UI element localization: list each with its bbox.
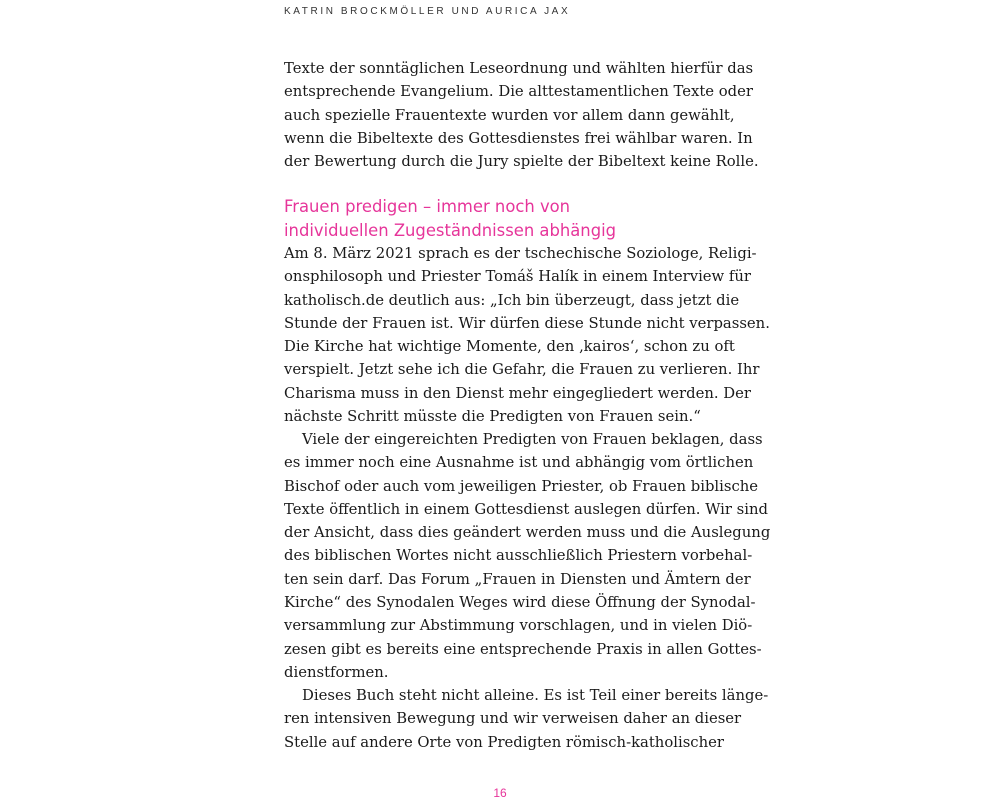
text-line: wenn die Bibeltexte des Gottesdienstes frei wählbar waren. In [284, 129, 753, 147]
text-line: Stelle auf andere Orte von Predigten römisch-katholischer [284, 733, 724, 751]
running-head: KATRIN BROCKMÖLLER UND AURICA JAX [284, 6, 571, 17]
paragraph-4 [284, 684, 769, 754]
paragraph-3 [284, 428, 771, 684]
text-line: Dieses Buch steht nicht alleine. Es ist Teil einer bereits länge- [302, 687, 769, 704]
text-line: Viele der eingereichten Predigten von Frauen beklagen, dass [302, 431, 763, 448]
text-line: Texte öffentlich in einem Gottesdienst auslegen dürfen. Wir sind [284, 500, 768, 518]
text-line: zesen gibt es bereits eine entsprechende Praxis in allen Gottes- [284, 640, 762, 658]
paragraph-1 [284, 57, 759, 173]
text-line: katholisch.de deutlich aus: „Ich bin überzeugt, dass jetzt die [284, 291, 740, 309]
text-line: versammlung zur Abstimmung vorschlagen, und in vielen Diö- [284, 617, 753, 635]
section-heading [284, 195, 716, 242]
text-line: des biblischen Wortes nicht ausschließlich Priestern vorbehal- [284, 547, 753, 565]
text-line: verspielt. Jetzt sehe ich die Gefahr, die Frauen zu verlieren. Ihr [284, 361, 760, 379]
heading-line: Frauen predigen – immer noch von [284, 197, 571, 216]
text-line: dienstformen. [284, 663, 389, 681]
text-line: auch spezielle Frauentexte wurden vor allem dann gewählt, [284, 106, 735, 124]
text-line: Texte der sonntäglichen Leseordnung und wählten hierfür das [284, 60, 754, 77]
page-number: 16 [493, 786, 507, 800]
text-line: Kirche“ des Synodalen Weges wird diese Öffnung der Synodal- [284, 594, 756, 612]
text-line: ten sein darf. Das Forum „Frauen in Diensten und Ämtern der [284, 570, 751, 588]
paragraph-2 [284, 242, 770, 428]
text-line: der Bewertung durch die Jury spielte der Bibeltext keine Rolle. [284, 153, 759, 171]
text-line: onsphilosoph und Priester Tomáš Halík in einem Interview für [284, 268, 752, 286]
text-line: Bischof oder auch vom jeweiligen Priester, ob Frauen biblische [284, 477, 759, 495]
heading-line: individuellen Zugeständnissen abhängig [284, 220, 617, 240]
text-line: der Ansicht, dass dies geändert werden muss und die Auslegung [284, 524, 771, 542]
text-line: entsprechende Evangelium. Die alttestamentlichen Texte oder [284, 83, 753, 101]
text-line: Charisma muss in den Dienst mehr eingegliedert werden. Der [284, 384, 751, 402]
text-line: nächste Schritt müsste die Predigten von Frauen sein.“ [284, 408, 701, 426]
text-line: Stunde der Frauen ist. Wir dürfen diese Stunde nicht verpassen. [284, 314, 770, 332]
text-line: es immer noch eine Ausnahme ist und abhängig vom örtlichen [284, 454, 754, 472]
text-line: Am 8. März 2021 sprach es der tschechische Soziologe, Religi- [284, 245, 757, 262]
text-line: ren intensiven Bewegung und wir verweisen daher an dieser [284, 710, 742, 728]
text-line: Die Kirche hat wichtige Momente, den ‚kairos‘, schon zu oft [284, 338, 735, 356]
